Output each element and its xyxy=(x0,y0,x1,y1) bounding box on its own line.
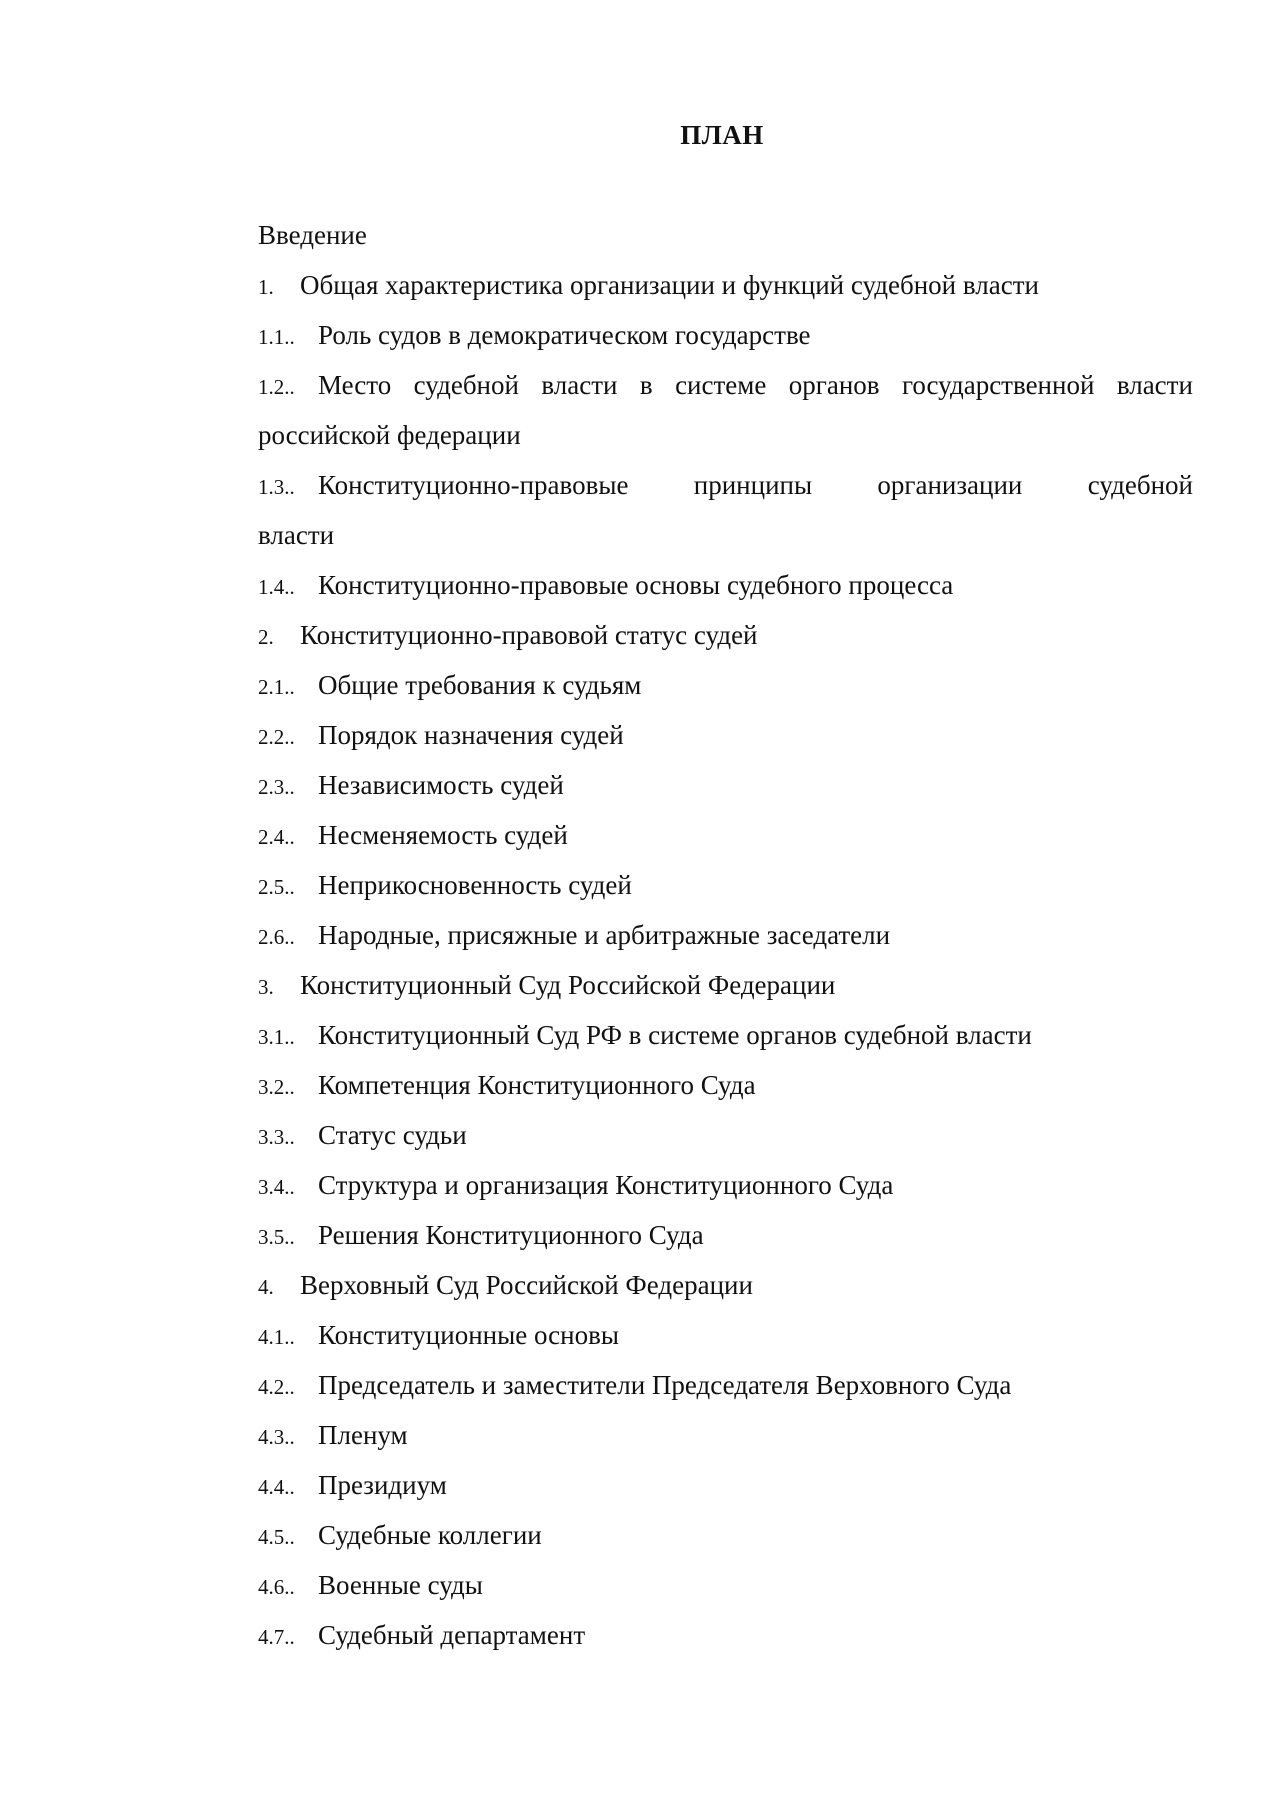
toc-subsection-number: 4.1.. xyxy=(258,1325,295,1349)
toc-subsection-title: Народные, присяжные и арбитражные заседатели xyxy=(318,920,891,950)
toc-intro xyxy=(258,210,1193,260)
toc-subsection xyxy=(258,710,1193,760)
toc-subsection-number: 2.4.. xyxy=(258,825,295,849)
toc-subsection-word: системе xyxy=(675,370,767,400)
toc-subsection-word: Место xyxy=(318,370,392,400)
toc-section-number: 3. xyxy=(258,975,274,999)
toc-subsection-title: Военные суды xyxy=(318,1570,483,1600)
toc-subsection xyxy=(258,1210,1193,1260)
toc-subsection xyxy=(258,660,1193,710)
toc-subsection-word: власти xyxy=(541,370,618,400)
toc-subsection-number: 4.2.. xyxy=(258,1375,295,1399)
toc-subsection-word: Конституционно-правовые xyxy=(318,470,629,500)
toc-section-number: 1. xyxy=(258,275,274,299)
toc-subsection xyxy=(258,860,1193,910)
toc-section xyxy=(258,260,1193,310)
toc-subsection-continuation: российской федерации xyxy=(258,420,521,450)
toc-section xyxy=(258,610,1193,660)
toc-subsection-title: Судебный департамент xyxy=(318,1620,586,1650)
toc-subsection-number: 4.5.. xyxy=(258,1525,295,1549)
toc-subsection-title: Независимость судей xyxy=(318,770,564,800)
toc-subsection-word: государственной xyxy=(901,370,1095,400)
toc-subsection xyxy=(258,360,1193,410)
toc-subsection-number: 3.3.. xyxy=(258,1125,295,1149)
toc-subsection-number: 1.2.. xyxy=(258,375,295,399)
toc-subsection-title: Общие требования к судьям xyxy=(318,670,642,700)
toc-subsection-number: 1.1.. xyxy=(258,325,295,349)
toc-subsection xyxy=(258,1360,1193,1410)
toc-subsection xyxy=(258,1560,1193,1610)
toc-subsection-title: Несменяемость судей xyxy=(318,820,568,850)
toc-subsection-number: 3.5.. xyxy=(258,1225,295,1249)
toc-subsection-title: Президиум xyxy=(318,1470,447,1500)
table-of-contents xyxy=(258,210,1193,1660)
toc-subsection-number: 4.4.. xyxy=(258,1475,295,1499)
toc-subsection-title: Компетенция Конституционного Суда xyxy=(318,1070,756,1100)
toc-subsection-number: 2.5.. xyxy=(258,875,295,899)
toc-section xyxy=(258,960,1193,1010)
toc-section-title: Верховный Суд Российской Федерации xyxy=(300,1270,753,1300)
toc-subsection xyxy=(258,460,1193,510)
toc-subsection-continuation: власти xyxy=(258,520,335,550)
toc-subsection-number: 3.2.. xyxy=(258,1075,295,1099)
toc-subsection xyxy=(258,310,1193,360)
toc-subsection-number: 2.2.. xyxy=(258,725,295,749)
toc-subsection-word: судебной xyxy=(413,370,519,400)
toc-subsection xyxy=(258,1310,1193,1360)
toc-subsection xyxy=(258,810,1193,860)
toc-section xyxy=(258,1260,1193,1310)
toc-subsection-word: организации xyxy=(877,470,1023,500)
toc-subsection xyxy=(258,760,1193,810)
toc-subsection-title: Статус судьи xyxy=(318,1120,467,1150)
toc-subsection-title: Пленум xyxy=(318,1420,408,1450)
toc-subsection xyxy=(258,1510,1193,1560)
toc-subsection xyxy=(258,1460,1193,1510)
toc-subsection-number: 2.3.. xyxy=(258,775,295,799)
toc-subsection-number: 2.6.. xyxy=(258,925,295,949)
toc-subsection-lead xyxy=(258,360,391,410)
toc-section-title: Конституционный Суд Российской Федерации xyxy=(300,970,836,1000)
toc-subsection xyxy=(258,1010,1193,1060)
toc-subsection-title: Неприкосновенность судей xyxy=(318,870,632,900)
toc-subsection xyxy=(258,1110,1193,1160)
toc-subsection-title: Структура и организация Конституционного Суда xyxy=(318,1170,894,1200)
toc-section-title: Конституционно-правовой статус судей xyxy=(300,620,758,650)
toc-subsection-title: Конституционный Суд РФ в системе органов судебной власти xyxy=(318,1020,1032,1050)
toc-subsection-title: Порядок назначения судей xyxy=(318,720,624,750)
toc-subsection-title: Решения Конституционного Суда xyxy=(318,1220,704,1250)
toc-intro-label: Введение xyxy=(258,220,367,250)
toc-subsection-word: в xyxy=(639,370,653,400)
toc-subsection-number: 3.1.. xyxy=(258,1025,295,1049)
toc-subsection-number: 4.7.. xyxy=(258,1625,295,1649)
toc-subsection-number: 1.4.. xyxy=(258,575,295,599)
toc-subsection xyxy=(258,1410,1193,1460)
toc-subsection-word: судебной xyxy=(1087,470,1193,500)
page-title: ПЛАН xyxy=(680,120,764,150)
toc-subsection-word: власти xyxy=(1116,370,1193,400)
toc-subsection-number: 4.6.. xyxy=(258,1575,295,1599)
toc-subsection xyxy=(258,560,1193,610)
toc-subsection xyxy=(258,1060,1193,1110)
toc-subsection-word: принципы xyxy=(693,470,813,500)
toc-subsection-lead xyxy=(258,460,628,510)
toc-subsection-number: 4.3.. xyxy=(258,1425,295,1449)
toc-body xyxy=(258,260,1193,1660)
toc-subsection xyxy=(258,1160,1193,1210)
toc-subsection-number: 1.3.. xyxy=(258,475,295,499)
toc-section-number: 2. xyxy=(258,625,274,649)
toc-subsection-word: органов xyxy=(788,370,880,400)
toc-section-number: 4. xyxy=(258,1275,274,1299)
toc-subsection xyxy=(258,910,1193,960)
toc-subsection-title: Судебные коллегии xyxy=(318,1520,542,1550)
toc-subsection-title: Роль судов в демократическом государстве xyxy=(318,320,811,350)
toc-section-title: Общая характеристика организации и функций судебной власти xyxy=(300,270,1039,300)
toc-subsection-number: 2.1.. xyxy=(258,675,295,699)
toc-subsection-number: 3.4.. xyxy=(258,1175,295,1199)
toc-subsection-title: Председатель и заместители Председателя Верховного Суда xyxy=(318,1370,1012,1400)
toc-subsection-title: Конституционно-правовые основы судебного процесса xyxy=(318,570,954,600)
toc-subsection xyxy=(258,1610,1193,1660)
toc-subsection-title: Конституционные основы xyxy=(318,1320,619,1350)
